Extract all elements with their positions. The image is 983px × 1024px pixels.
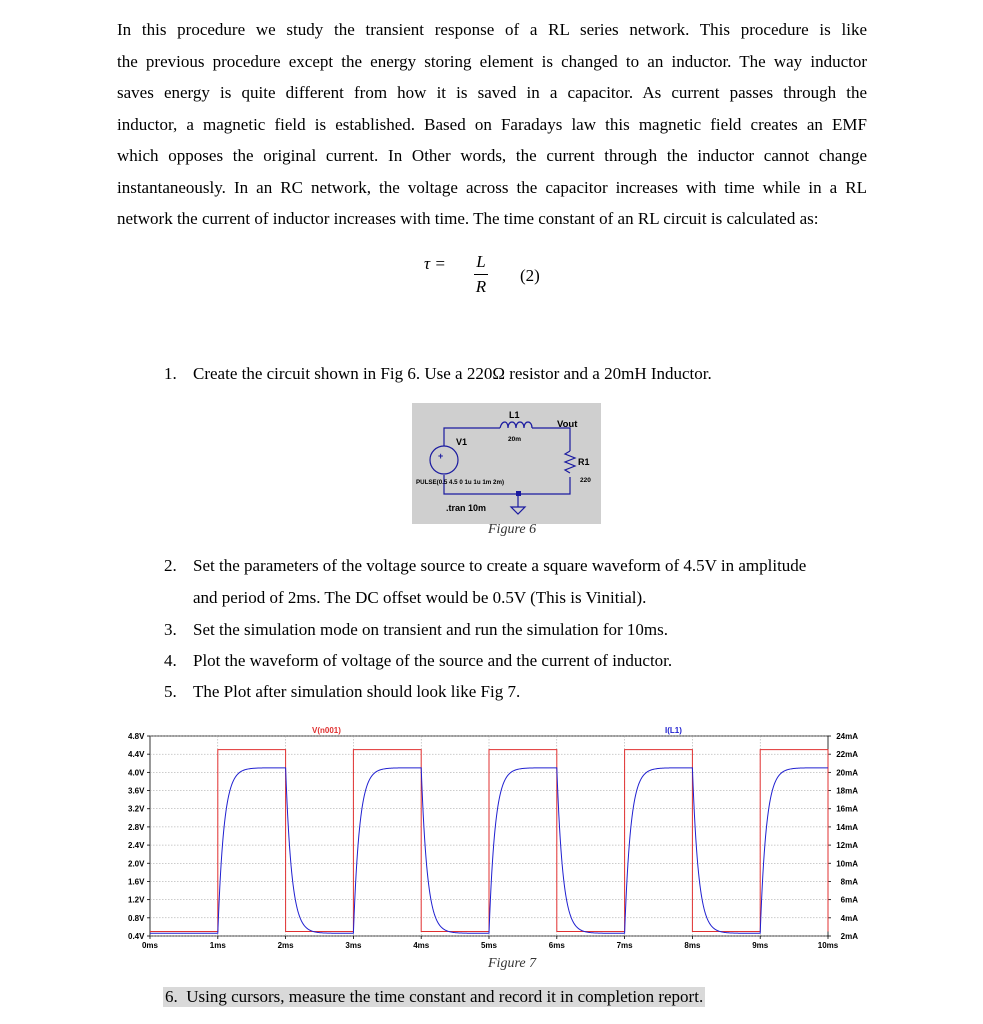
step-number: 1. — [164, 364, 177, 383]
y-left-tick-label: 2.0V — [128, 859, 145, 869]
y-right-tick-label: 18mA — [836, 786, 858, 796]
intro-line: instantaneously. In an RC network, the voltage across the capacitor increases with time while in a RL — [117, 177, 867, 197]
x-tick-label: 7ms — [616, 941, 633, 950]
y-left-tick-label: 4.8V — [128, 732, 145, 741]
r1-value: 220 — [580, 477, 591, 484]
x-tick-label: 5ms — [480, 941, 498, 950]
intro-line: inductor, a magnetic field is established. Based on Faradays law this magnetic field creates an EMF — [117, 114, 867, 134]
y-right-tick-label: 12mA — [836, 841, 858, 851]
step-text: and period of 2ms. The DC offset would be 0.5V (This is Vinitial). — [193, 588, 647, 607]
inductor-icon — [500, 422, 532, 428]
y-right-tick-label: 2mA — [840, 932, 858, 941]
legend-vn001: V(n001) — [312, 726, 341, 735]
equation-number: (2) — [520, 266, 540, 285]
step-number: 6. — [165, 987, 178, 1006]
series-vn001-line — [150, 750, 828, 932]
x-tick-label: 4ms — [413, 941, 430, 950]
y-left-tick-label: 1.6V — [128, 877, 145, 887]
tran-directive: .tran 10m — [446, 503, 487, 513]
y-right-tick-label: 4mA — [840, 913, 858, 923]
x-tick-label: 8ms — [684, 941, 701, 950]
y-right-tick-label: 10mA — [836, 859, 858, 869]
y-left-tick-label: 3.2V — [128, 804, 145, 814]
intro-line: In this procedure we study the transient response of a RL series network. This procedure is like — [117, 20, 867, 39]
y-left-tick-label: 2.4V — [128, 841, 145, 851]
equation-numerator: L — [476, 252, 486, 271]
fraction-bar — [474, 274, 488, 275]
equation-denominator: R — [475, 277, 487, 296]
y-left-tick-label: 1.2V — [128, 895, 145, 905]
step-text: Using cursors, measure the time constant and record it in completion report. — [186, 987, 704, 1006]
equation-lhs: τ = — [424, 254, 446, 273]
y-right-tick-label: 6mA — [840, 895, 858, 905]
voltage-source-icon — [430, 446, 458, 474]
circuit-schematic — [412, 403, 601, 524]
vout-label: Vout — [557, 419, 578, 430]
y-left-tick-label: 3.6V — [128, 786, 145, 796]
step-text: Plot the waveform of voltage of the source and the current of inductor. — [193, 651, 673, 670]
x-tick-label: 2ms — [277, 941, 294, 950]
step-number: 4. — [164, 651, 177, 670]
waveform-svg — [128, 724, 860, 956]
legend-il1: I(L1) — [665, 726, 682, 735]
intro-line: which opposes the original current. In Other words, the current through the inductor cannot change — [117, 146, 867, 165]
intro-paragraph — [117, 14, 867, 235]
figure-6-caption: Figure 6 — [488, 522, 537, 537]
x-tick-label: 1ms — [209, 941, 226, 950]
step-text: Set the parameters of the voltage source to create a square waveform of 4.5V in amplitude — [193, 556, 807, 575]
x-tick-label: 9ms — [752, 941, 769, 950]
figure-7-caption: Figure 7 — [488, 956, 537, 971]
step-text: The Plot after simulation should look like Fig 7. — [193, 682, 521, 701]
x-tick-label: 10ms — [817, 941, 839, 950]
y-right-tick-label: 16mA — [836, 804, 858, 814]
x-tick-label: 3ms — [345, 941, 362, 950]
y-left-tick-label: 4.4V — [128, 750, 145, 760]
intro-line: the previous procedure except the energy storing element is changed to an inductor. The way inductor — [117, 51, 867, 71]
step-number: 3. — [164, 620, 177, 639]
step-6 — [163, 987, 705, 1007]
y-right-tick-label: 24mA — [836, 732, 858, 741]
y-right-tick-label: 22mA — [836, 750, 858, 760]
waveform-plot — [128, 724, 860, 961]
x-tick-label: 0ms — [141, 941, 159, 950]
step-number: 5. — [164, 682, 177, 701]
step-number: 2. — [164, 556, 177, 575]
y-right-tick-label: 20mA — [836, 768, 858, 778]
v1-label: V1 — [456, 437, 468, 447]
equation-fraction — [474, 252, 488, 297]
y-left-tick-label: 4.0V — [128, 768, 145, 778]
y-left-tick-label: 0.8V — [128, 913, 145, 923]
x-tick-label: 6ms — [548, 941, 565, 950]
step-text: Set the simulation mode on transient and run the simulation for 10ms. — [193, 620, 668, 639]
y-right-tick-label: 14mA — [836, 822, 858, 832]
step-text: Create the circuit shown in Fig 6. Use a 220Ω resistor and a 20mH Inductor. — [193, 364, 712, 383]
intro-line: network the current of inductor increases with time. The time constant of an RL circuit is calculated as: — [117, 209, 819, 228]
ground-icon — [511, 507, 525, 514]
y-left-tick-label: 2.8V — [128, 822, 145, 832]
resistor-icon — [565, 451, 575, 473]
pulse-directive: PULSE(0.5 4.5 0 1u 1u 1m 2m) — [416, 479, 505, 486]
intro-line: saves energy is quite different from how it is saved in a capacitor. As current passes through the — [117, 83, 867, 102]
schematic-svg — [412, 403, 601, 524]
y-right-tick-label: 8mA — [840, 877, 858, 887]
r1-label: R1 — [578, 457, 590, 467]
l1-label: L1 — [509, 410, 520, 420]
y-left-tick-label: 0.4V — [128, 932, 145, 941]
plus-sign: + — [438, 451, 444, 461]
l1-value: 20m — [508, 436, 522, 443]
